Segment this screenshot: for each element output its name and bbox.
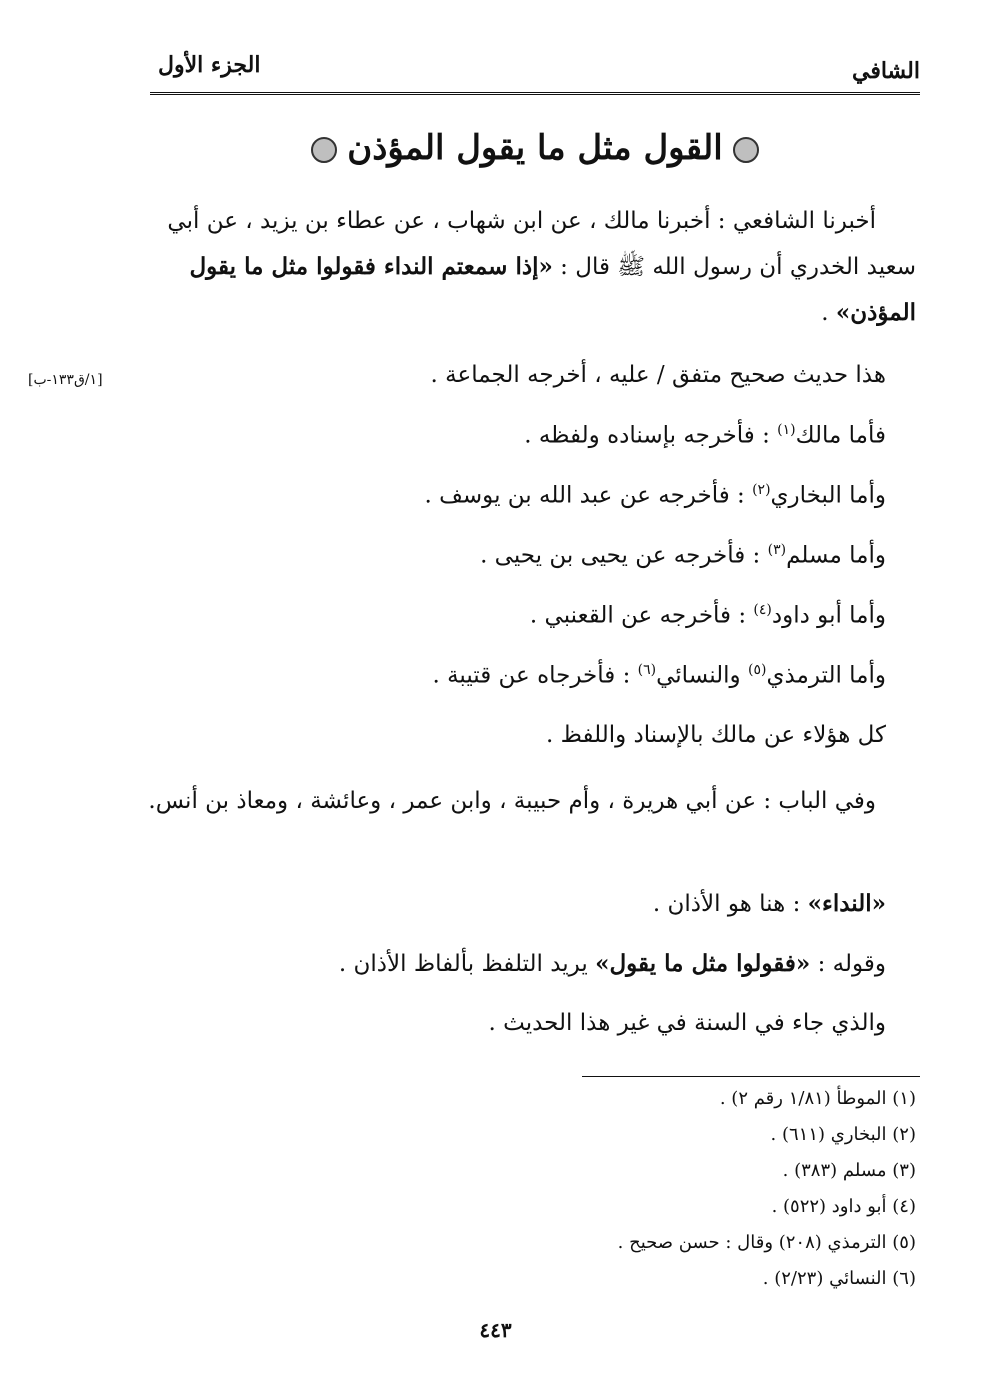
term-bold: «فقولوا مثل ما يقول» [595,950,811,977]
line-part: وقوله : [810,951,886,977]
line-part: : فأخرجه بإسناده ولفظه . [524,422,778,449]
line-part: وأما البخاري [770,482,886,509]
footnote: (٥) الترمذي (٢٠٨) وقال : حسن صحيح . [617,1232,916,1253]
intro-paragraph [136,198,916,336]
bullet-circle-icon [311,137,337,163]
page-number: ٤٤٣ [479,1318,512,1342]
text-line [424,482,886,509]
line-part: : فأخرجه عن يحيى بن يحيى . [480,542,768,569]
text-line [524,422,886,449]
line-part: وأما الترمذي [766,662,886,689]
footnote-ref: (١) [777,422,796,438]
line-part: : فأخرجه عن القعنبي . [529,602,754,629]
text-line [432,662,886,689]
intro-text: أخبرنا الشافعي : أخبرنا مالك ، عن ابن شهاب ، عن عطاء بن يزيد ، عن أبي سعيد الخدري أن رسول الله ﷺ قال : [167,208,916,280]
line-part: وأما مسلم [786,542,886,569]
footnote: (٣) مسلم (٣٨٣) . [782,1160,916,1181]
line-part: يريد التلفظ بألفاظ الأذان . [338,951,596,977]
hadith-quote: «إذا سمعتم النداء فقولوا مثل ما يقول المؤذن» [189,253,916,326]
line-part: : فأخرجاه عن قتيبة . [432,662,638,689]
bullet-circle-icon [733,137,759,163]
header-volume: الجزء الأول [158,52,261,78]
text-line [480,542,886,569]
line-part: والنسائي [656,662,748,689]
header-book-title: الشافي [852,58,920,84]
text-line [653,890,886,917]
footnote-ref: (٤) [753,602,772,618]
text-line: كل هؤلاء عن مالك بالإسناد واللفظ . [545,722,886,748]
footnote-ref: (٢) [752,482,771,498]
text-line: هذا حديث صحيح متفق / عليه ، أخرجه الجماعة . [430,362,886,388]
text-line [530,602,886,629]
line-part: : هنا هو الأذان . [652,891,808,917]
chapter-title: القول مثل ما يقول المؤذن [347,128,723,168]
line-part: فأما مالك [795,422,886,449]
footnote-ref: (٥) [747,662,767,678]
footnote-ref: (٦) [637,662,657,678]
text-line: والذي جاء في السنة في غير هذا الحديث . [488,1010,886,1036]
footnote: (٤) أبو داود (٥٢٢) . [771,1196,916,1217]
footnote: (٦) النسائي (٢/٢٣) . [762,1268,916,1289]
footnote-divider [582,1076,920,1077]
bab-paragraph: وفي الباب : عن أبي هريرة ، وأم حبيبة ، وابن عمر ، وعائشة ، ومعاذ بن أنس. [148,788,876,814]
running-header [150,52,920,95]
line-part: : فأخرجه عن عبد الله بن يوسف . [424,482,753,509]
intro-end: . [821,300,836,326]
text-line [339,950,886,977]
footnote-ref: (٣) [767,542,787,558]
term-bold: «النداء» [807,890,886,917]
line-part: وأما أبو داود [771,602,886,629]
footnote: (١) الموطأ (١/٨١ رقم ٢) . [719,1088,916,1109]
chapter-heading [150,128,920,168]
margin-note: [١/ق١٣٣-ب] [28,372,103,388]
footnote: (٢) البخاري (٦١١) . [770,1124,916,1145]
